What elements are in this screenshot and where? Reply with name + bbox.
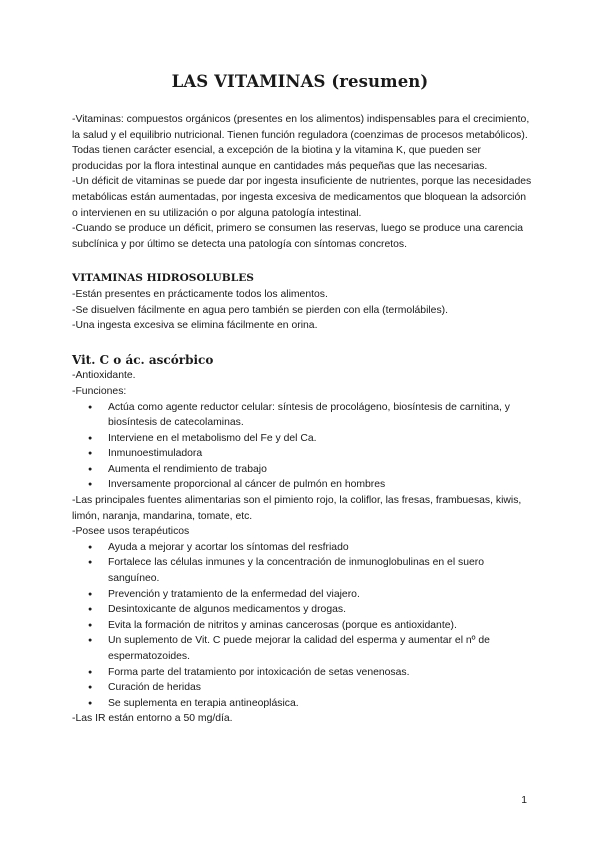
list-item: ● Fortalece las células inmunes y la concentración de inmunoglobulinas en el suero sanguíneo. [72, 555, 532, 586]
text-line: -Las IR están entorno a 50 mg/día. [72, 713, 233, 725]
document-body [72, 112, 532, 727]
intro-paragraph: -Vitaminas: compuestos orgánicos (presentes en los alimentos) indispensables para el crecimiento, la salud y el equilibrio nutricional. Tienen función reguladora (coenzimas de procesos metabólicos). Todas tienen carácter esencial, a excepción de la biotina y la vitamina K, que pueden ser producidas por la flora intestinal aunque en cantidades más pequeñas que las necesarias. [72, 114, 530, 172]
page-number: 1 [521, 795, 527, 806]
intro-paragraph: -Un déficit de vitaminas se puede dar por ingesta insuficiente de nutrientes, porque las necesidades metabólicas están aumentadas, por ingesta excesiva de medicamentos que bloquean la adsorción o intervienen en su utilización o por alguna patología intestinal. [72, 176, 532, 219]
text-line: -Funciones: [72, 385, 127, 397]
text-line: -Las principales fuentes alimentarias son el pimiento rojo, la coliflor, las fresas, frambuesas, kiwis, limón, naranja, mandarina, tomate, etc. [72, 495, 522, 522]
text-line: -Antioxidante. [72, 370, 136, 382]
text-line: -Posee usos terapéuticos [72, 526, 190, 538]
text-line: -Una ingesta excesiva se elimina fácilmente en orina. [72, 320, 318, 332]
section-heading-hidrosolubles: VITAMINAS HIDROSOLUBLES [72, 272, 254, 285]
text-line: -Se disuelven fácilmente en agua pero también se pierden con ella (termolábiles). [72, 304, 449, 316]
section-heading-vitc: Vit. C o ác. ascórbico [72, 352, 214, 367]
list-item: ● Un suplemento de Vit. C puede mejorar la calidad del esperma y aumentar el nº de espermatozoides. [72, 633, 532, 664]
list-item: ● Actúa como agente reductor celular: síntesis de procolágeno, biosíntesis de carnitina, y biosíntesis de catecolaminas. [72, 400, 532, 431]
intro-paragraph: -Cuando se produce un déficit, primero se consumen las reservas, luego se produce una carencia subclínica y por último se detecta una patología con síntomas concretos. [72, 223, 524, 250]
list-item: ● Inversamente proporcional al cáncer de pulmón en hombres [72, 477, 532, 493]
list-item: ● Aumenta el rendimiento de trabajo [72, 462, 532, 478]
list-item: ● Desintoxicante de algunos medicamentos y drogas. [72, 602, 532, 618]
text-line: -Están presentes en prácticamente todos los alimentos. [72, 288, 328, 300]
list-item: ● Ayuda a mejorar y acortar los síntomas del resfriado [72, 540, 532, 556]
usos-list [72, 540, 532, 712]
page-title: LAS VITAMINAS (resumen) [171, 72, 429, 91]
list-item: ● Evita la formación de nitritos y aminas cancerosas (porque es antioxidante). [72, 618, 532, 634]
list-item: ● Interviene en el metabolismo del Fe y del Ca. [72, 431, 532, 447]
list-item: ● Inmunoestimuladora [72, 446, 532, 462]
list-item: ● Prevención y tratamiento de la enfermedad del viajero. [72, 587, 532, 603]
funciones-list [72, 400, 532, 494]
list-item: ● Forma parte del tratamiento por intoxicación de setas venenosas. [72, 665, 532, 681]
list-item: ● Curación de heridas [72, 680, 532, 696]
list-item: ● Se suplementa en terapia antineoplásica. [72, 696, 532, 712]
